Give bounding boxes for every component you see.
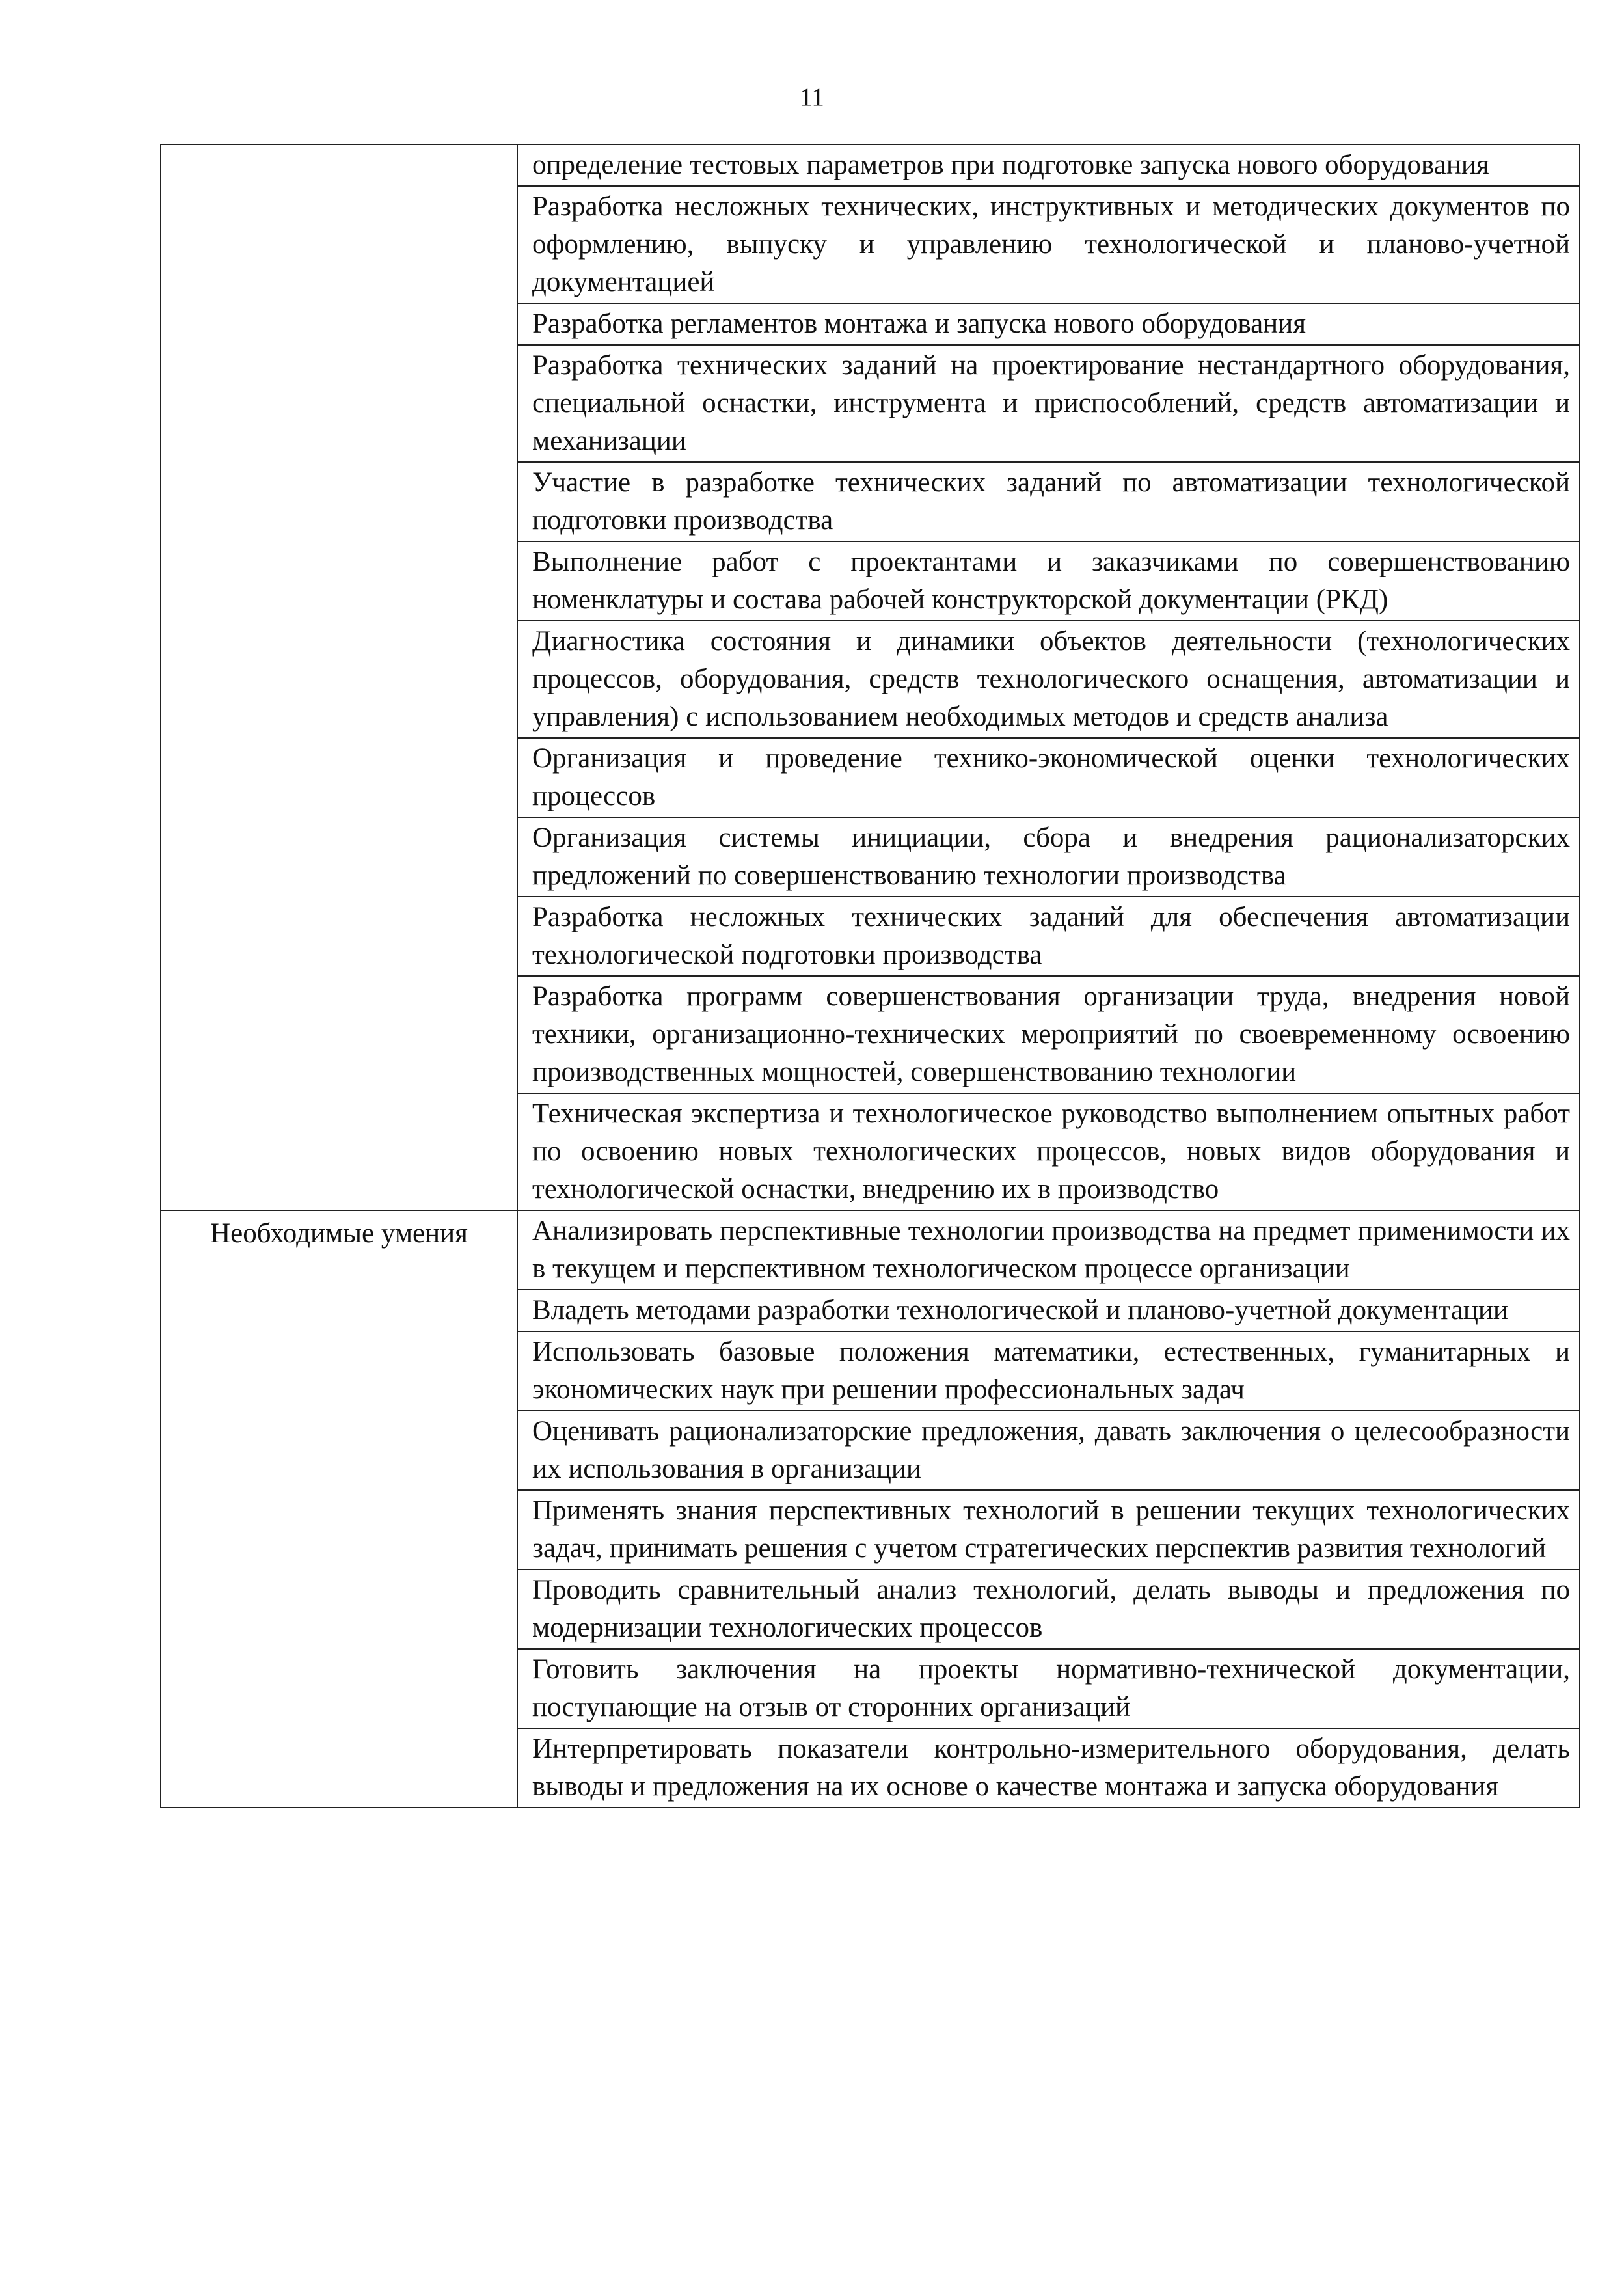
row-items-cell — [517, 1210, 1580, 1808]
table-row — [161, 1210, 1580, 1808]
list-item: Применять знания перспективных технологий в решении текущих технологических задач, принимать решения с учетом стратегических перспектив развития технологий — [518, 1491, 1579, 1570]
list-item: Проводить сравнительный анализ технологий, делать выводы и предложения по модернизации технологических процессов — [518, 1570, 1579, 1650]
list-item: Разработка регламентов монтажа и запуска нового оборудования — [518, 304, 1579, 346]
list-item: Разработка технических заданий на проектирование нестандартного оборудования, специальной оснастки, инструмента и приспособлений, средств автоматизации и механизации — [518, 346, 1579, 463]
list-item: Разработка программ совершенствования организации труда, внедрения новой техники, организационно-технических мероприятий по своевременному освоению производственных мощностей, совершенствованию технологии — [518, 977, 1579, 1094]
row-label-cell — [161, 1210, 517, 1808]
competency-table — [160, 144, 1580, 1808]
row-items-cell — [517, 144, 1580, 1210]
table-row — [161, 144, 1580, 1210]
list-item: Участие в разработке технических заданий по автоматизации технологической подготовки производства — [518, 463, 1579, 542]
list-item: Оценивать рационализаторские предложения, давать заключения о целесообразности их использования в организации — [518, 1411, 1579, 1491]
list-item: Интерпретировать показатели контрольно-измерительного оборудования, делать выводы и предложения на их основе о качестве монтажа и запуска оборудования — [532, 1733, 1570, 1802]
row-label — [167, 145, 511, 149]
list-item: Организация и проведение технико-экономической оценки технологических процессов — [518, 739, 1579, 818]
row-label: Необходимые умения — [210, 1218, 468, 1249]
list-item: Анализировать перспективные технологии производства на предмет применимости их в текущем и перспективном технологическом процессе организации — [518, 1211, 1579, 1290]
list-item: Организация системы инициации, сбора и внедрения рационализаторских предложений по совершенствованию технологии производства — [518, 818, 1579, 897]
list-item: Использовать базовые положения математики, естественных, гуманитарных и экономических наук при решении профессиональных задач — [518, 1332, 1579, 1411]
list-item: Диагностика состояния и динамики объектов деятельности (технологических процессов, оборудования, средств технологического оснащения, автоматизации и управления) с использованием необходимых методов и средств анализа — [518, 621, 1579, 739]
row-label-cell — [161, 144, 517, 1210]
list-item: Выполнение работ с проектантами и заказчиками по совершенствованию номенклатуры и состава рабочей конструкторской документации (РКД) — [518, 542, 1579, 621]
labor-actions-list — [532, 145, 1570, 1210]
list-item: Готовить заключения на проекты нормативно-технической документации, поступающие на отзыв от сторонних организаций — [518, 1650, 1579, 1729]
list-item: Техническая экспертиза и технологическое руководство выполнением опытных работ по освоению новых технологических процессов, новых видов оборудования и технологической оснастки, внедрению их в производство — [532, 1098, 1570, 1204]
list-item: Владеть методами разработки технологической и планово-учетной документации — [518, 1290, 1579, 1332]
list-item: Разработка несложных технических, инструктивных и методических документов по оформлению, выпуску и управлению технологической и планово-учетной документацией — [518, 187, 1579, 304]
required-skills-list — [532, 1211, 1570, 1807]
list-item: Разработка несложных технических заданий для обеспечения автоматизации технологической подготовки производства — [518, 897, 1579, 977]
page-number: 11 — [800, 83, 824, 111]
list-item: определение тестовых параметров при подготовке запуска нового оборудования — [518, 145, 1579, 187]
